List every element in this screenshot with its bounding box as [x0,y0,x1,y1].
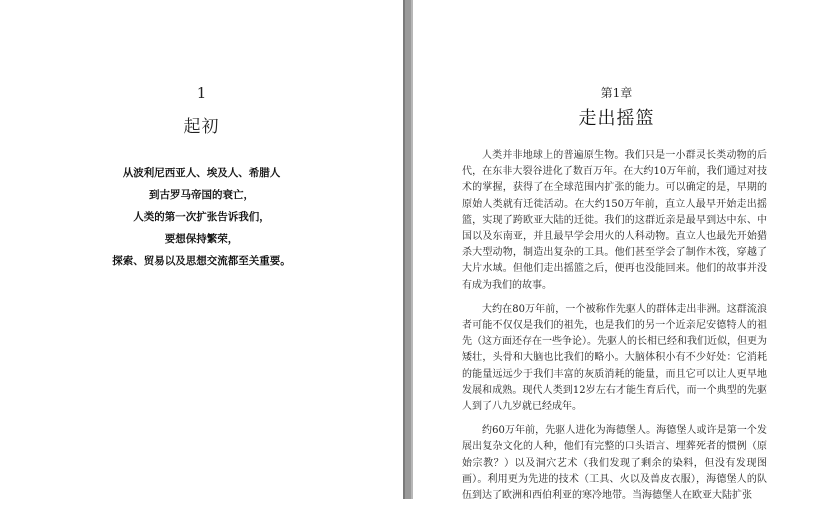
epigraph-line: 探索、贸易以及思想交流都至关重要。 [112,255,291,267]
right-page [413,0,820,502]
epigraph [0,162,403,272]
page-gutter [403,0,413,499]
paragraph: 人类并非地球上的普遍原生物。我们只是一小群灵长类动物的后代，在东非大裂谷进化了数百万年。在大约10万年前，我们通过对技术的掌握，获得了在全球范围内扩张的能力。可以确定的是，早期的原始人类就有迁徙活动。在大约150万年前，直立人最早开始走出摇篮，实现了跨欧亚大陆的迁徙。我们的这群近亲是最早到达中东、中国以及东南亚，并且最早学会用火的人科动物。直立人也最先开始猎杀大型动物，制造出复杂的工具。他们甚至学会了制作木筏，穿越了大片水域。但他们走出摇篮之后，便再也没能回来。他们的故事并没有成为我们的故事。 [462,150,767,291]
epigraph-line: 要想保持繁荣， [164,233,239,245]
epigraph-line: 到古罗马帝国的衰亡， [149,189,254,201]
epigraph-line: 人类的第一次扩张告诉我们， [133,211,270,223]
paragraph: 约60万年前，先驱人进化为海德堡人。海德堡人或许是第一个发展出复杂文化的人种，他们有完整的口头语言、埋葬死者的惯例（原始宗教？）以及洞穴艺术（我们发现了剩余的染料，但没有发现图画）。利用更为先进的技术（工具、火以及兽皮衣服），海德堡人的队伍到达了欧洲和西伯利亚的寒冷地带。当海德堡人在欧亚大陆扩张 [462,425,767,502]
gutter-edge [403,0,405,499]
paragraph: 大约在80万年前，一个被称作先驱人的群体走出非洲。这群流浪者可能不仅仅是我们的祖先，也是我们的另一个近亲尼安德特人的祖先（这方面还存在一些争论）。先驱人的长相已经和我们近似，但更为矮壮，头骨和大脑也比我们的略小。大脑体积小有不少好处：它消耗的能量远远少于我们丰富的灰质消耗的能量，而且它可以让人更早地发展和成熟。现代人类到12岁左右才能生育后代，而一个典型的先驱人到了八九岁就已经成年。 [462,303,767,413]
chapter-number: 1 [196,84,207,102]
body-text [462,148,767,512]
epigraph-line: 从波利尼西亚人、埃及人、希腊人 [122,167,281,179]
left-page [0,0,403,499]
chapter-title: 走出摇篮 [578,108,655,129]
part-title: 起初 [183,117,220,137]
chapter-label: 第1章 [600,86,633,100]
